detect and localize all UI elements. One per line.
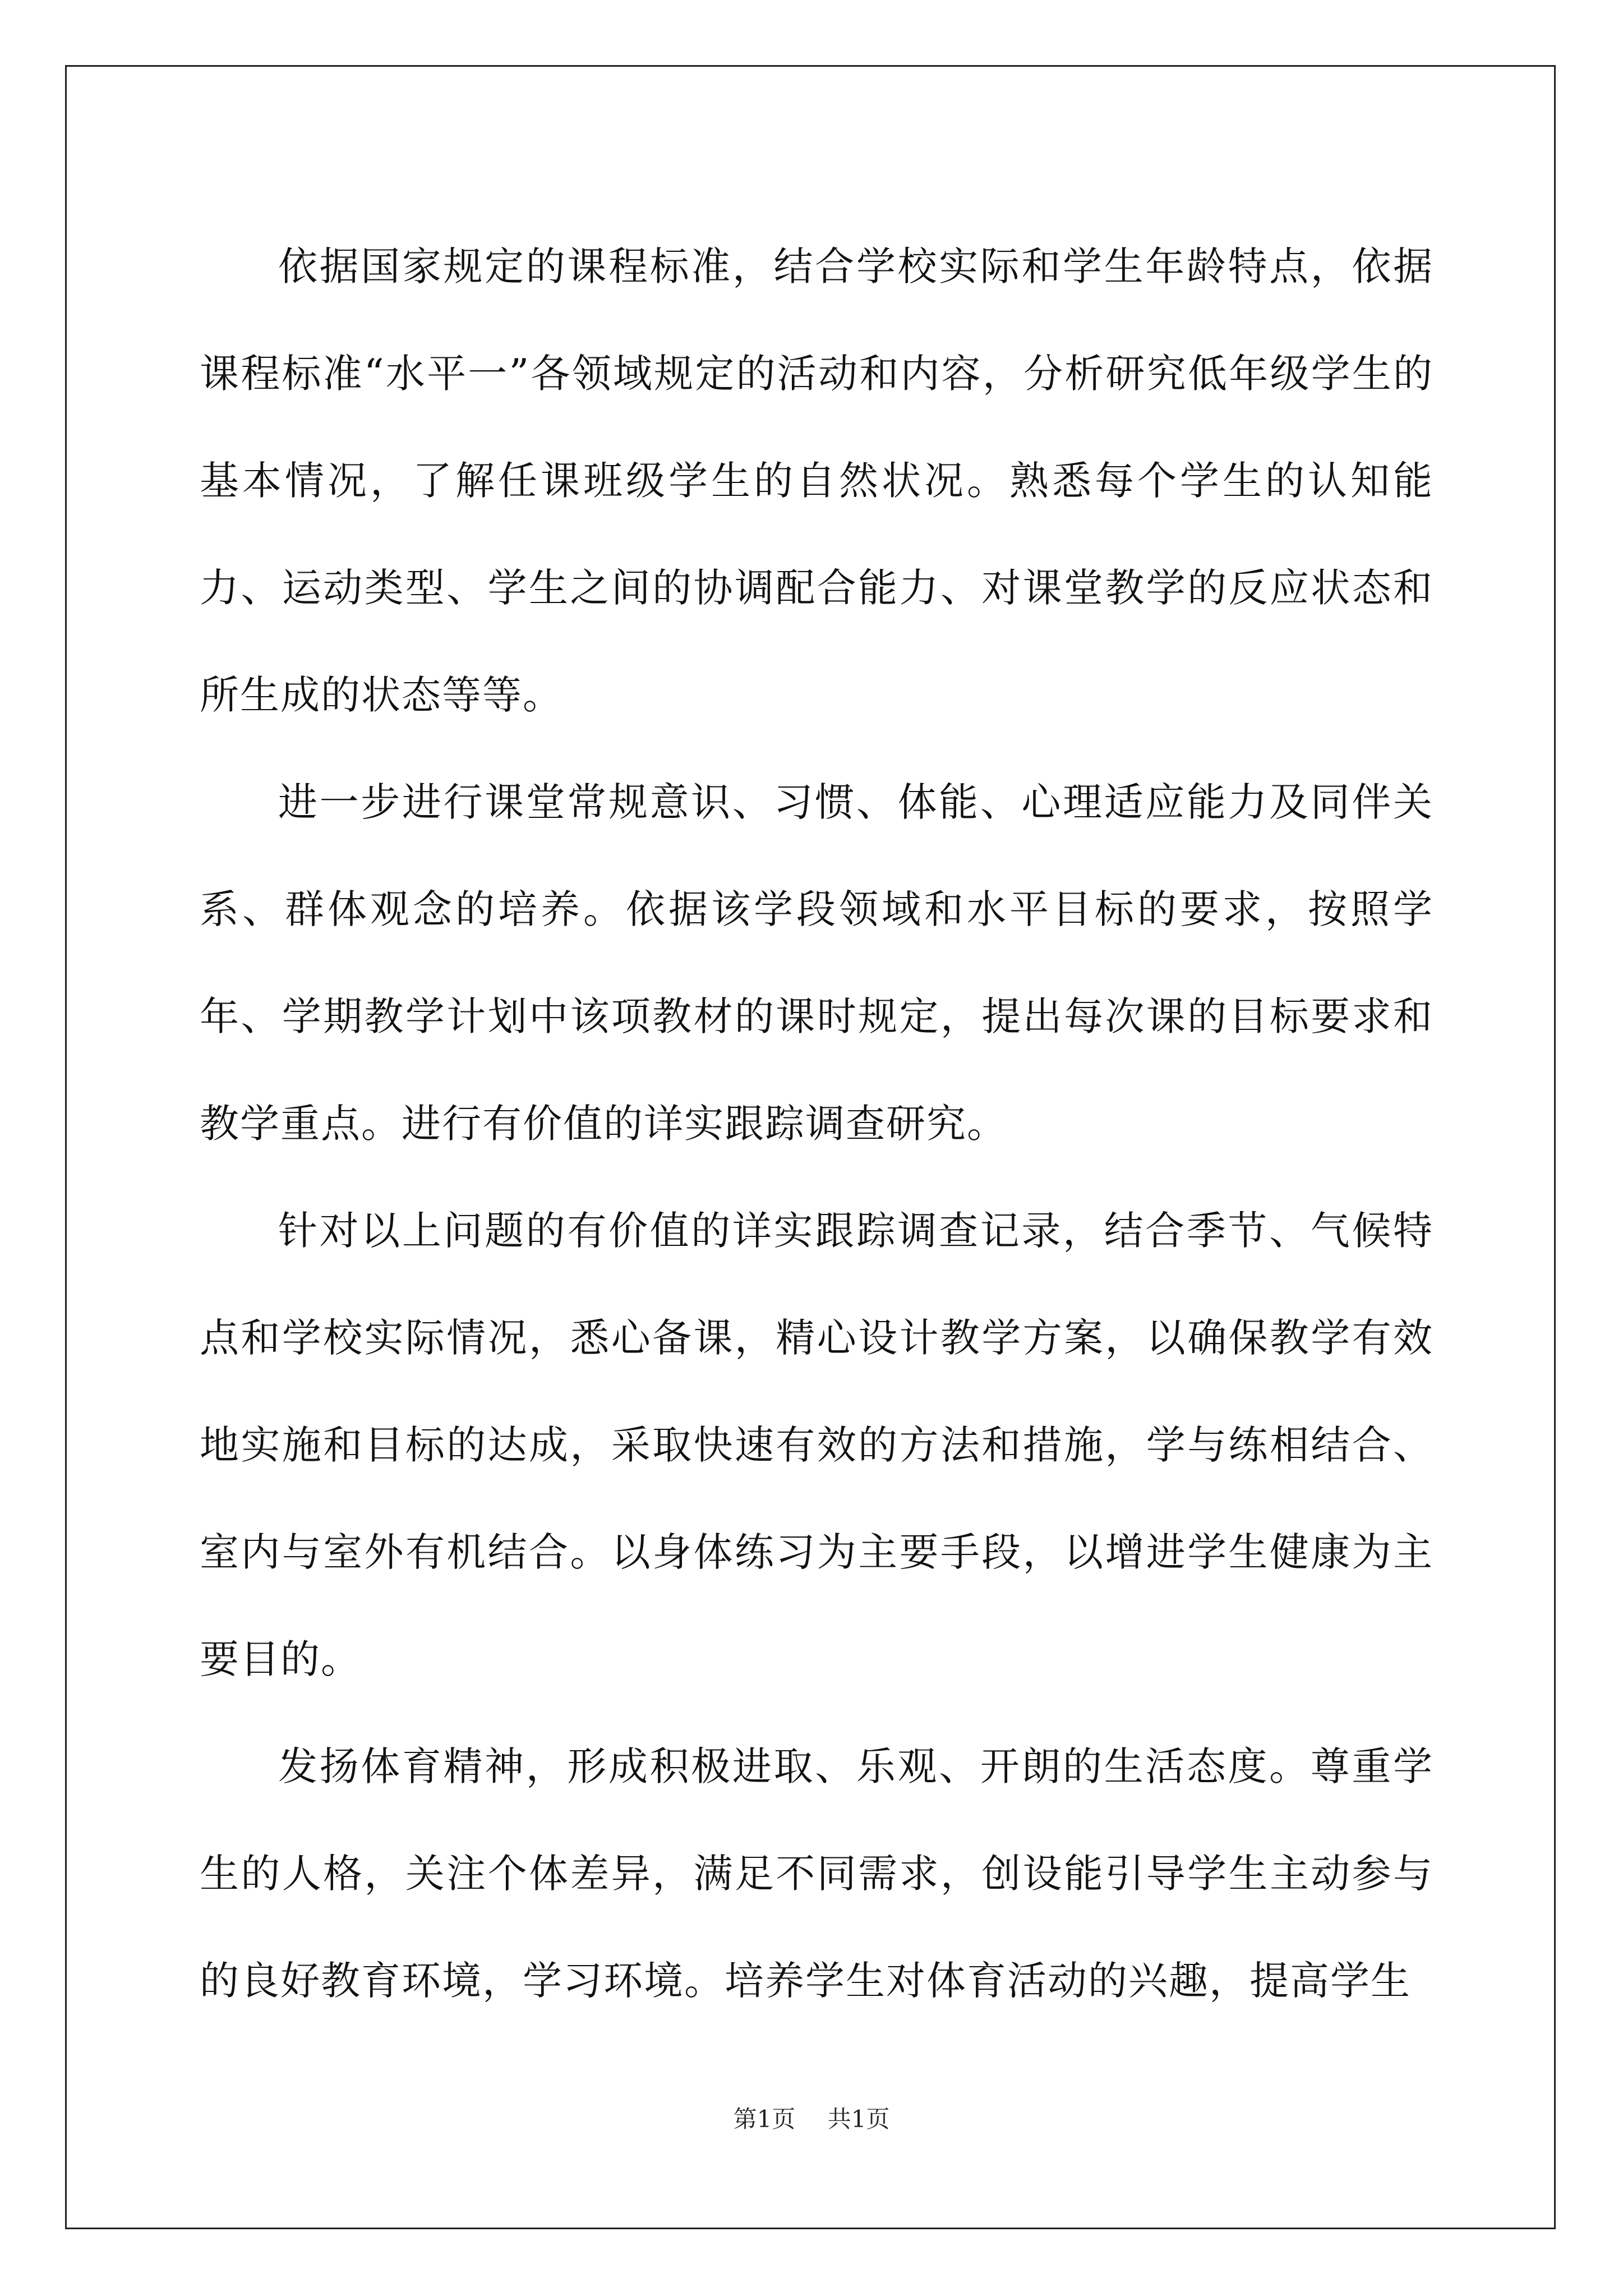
document-body <box>200 213 1433 2035</box>
page-footer <box>0 2101 1623 2134</box>
page-number: 第1页 <box>733 2105 796 2133</box>
paragraph: 发扬体育精神，形成积极进取、乐观、开朗的生活态度。尊重学生的人格，关注个体差异，满足不同需求，创设能引导学生主动参与的良好教育环境，学习环境。培养学生对体育活动的兴趣，提高学生 <box>200 1743 1433 2004</box>
paragraph: 进一步进行课堂常规意识、习惯、体能、心理适应能力及同伴关系、群体观念的培养。依据该学段领域和水平目标的要求，按照学年、学期教学计划中该项教材的课时规定，提出每次课的目标要求和教学重点。进行有价值的详实跟踪调查研究。 <box>200 779 1433 1147</box>
page-count: 共1页 <box>827 2105 890 2133</box>
paragraph: 依据国家规定的课程标准，结合学校实际和学生年龄特点，依据课程标准“水平一”各领域规定的活动和内容，分析研究低年级学生的基本情况，了解任课班级学生的自然状况。熟悉每个学生的认知能力、运动类型、学生之间的协调配合能力、对课堂教学的反应状态和所生成的状态等等。 <box>200 243 1433 718</box>
paragraph: 针对以上问题的有价值的详实跟踪调查记录，结合季节、气候特点和学校实际情况，悉心备课，精心设计教学方案，以确保教学有效地实施和目标的达成，采取快速有效的方法和措施，学与练相结合、室内与室外有机结合。以身体练习为主要手段，以增进学生健康为主要目的。 <box>200 1208 1433 1682</box>
